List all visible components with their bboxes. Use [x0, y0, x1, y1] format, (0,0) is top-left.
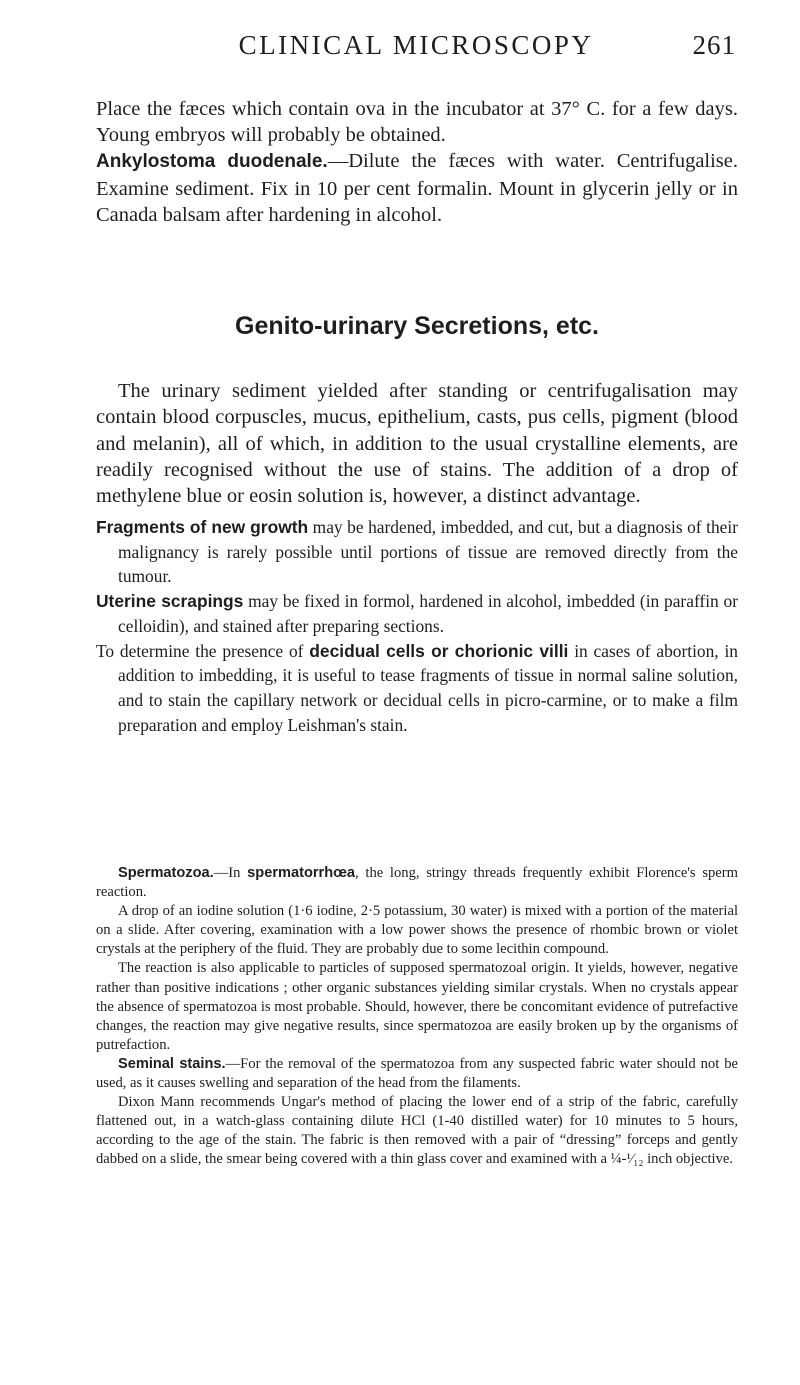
entry-uterine-scrapings: [96, 589, 738, 638]
intro-block: [96, 96, 738, 228]
dixon-paragraph: Dixon Mann recommends Ungar's method of placing the lower end of a strip of the fabric, carefully flattened out, in a watch-glass containing dilute HCl (1-40 distilled water) for 10 minutes to 5 hours, according to the age of the stain. The fabric is then removed with a pair of “dressing” forceps and gently dabbed on a slide, the smear being covered with a thin glass cover and examined with a ¼-¹⁄₁₂ inch objective.: [96, 1094, 738, 1168]
iodine-paragraph: A drop of an iodine solution (1·6 iodine, 2·5 potassium, 30 water) is mixed with a portion of the material on a slide. After covering, examination with a low power shows the presence of rhombic brown or violet crystals at the periphery of the fluid. They are probably due to some lecithin compound.: [96, 903, 738, 958]
spermatorrhoea-label: spermatorrhœa: [247, 865, 356, 881]
seminal-paragraph: [96, 1055, 738, 1093]
decidual-post: in cases of abortion, in addition to imbedding, it is useful to tease fragments of tissue in normal saline solution, and to stain the capillary network or decidual cells in picro-carmine, or to make a film preparation and employ Leishman's stain.: [118, 640, 738, 735]
entry-text: may be fixed in formol, hardened in alcohol, imbedded (in paraffin or celloidin), and stained after preparing sections.: [118, 591, 739, 636]
page-number: 261: [692, 30, 736, 60]
ankylostoma-text: —Dilute the fæces with water. Centrifugalise. Examine sediment. Fix in 10 per cent formalin. Mount in glycerin jelly or in Canada balsam after hardening in alcohol.: [96, 150, 739, 226]
entry-new-growth: [96, 515, 738, 589]
urinary-paragraph-block: [96, 378, 738, 509]
spermatozoa-dash: —In: [213, 865, 248, 881]
spermatozoa-paragraph: [96, 864, 738, 902]
running-head: [96, 30, 736, 70]
seminal-text: —For the removal of the spermatozoa from any suspected fabric water should not be used, as it causes swelling and separation of the head from the filaments.: [96, 1055, 739, 1092]
decidual-pre: To determine the presence of: [96, 640, 310, 661]
decidual-label: decidual cells or chorionic villi: [309, 640, 569, 661]
spermatozoa-text: , the long, stringy threads frequently exhibit Florence's sperm reaction.: [96, 865, 738, 901]
incubator-text: Place the fæces which contain ova in the incubator at 37° C. for a few days. Young embryos will probably be obtained.: [96, 98, 738, 147]
entries-list: [96, 515, 738, 737]
section-heading: Genito-urinary Secretions, etc.: [235, 312, 599, 340]
entry-text: may be hardened, imbedded, and cut, but a diagnosis of their malignancy is rarely possible until portions of tissue are removed directly from the tumour.: [118, 517, 738, 587]
urinary-paragraph: The urinary sediment yielded after standing or centrifugalisation may contain blood corpuscles, mucus, epithelium, casts, pus cells, pigment (blood and melanin), all of which, in addition to the usual crystalline elements, are readily recognised without the use of stains. The addition of a drop of methylene blue or eosin solution is, however, a distinct advantage.: [96, 380, 738, 508]
ankylostoma-label: Ankylostoma duodenale.: [96, 151, 328, 173]
reaction-paragraph: The reaction is also applicable to particles of supposed spermatozoal origin. It yields, however, negative rather than positive indications ; other organic substances yielding similar crystals. When no crystals appear the absence of spermatozoa is most probable. Should, however, there be concomitant evidence of putrefactive changes, the reaction may give negative results, since spermatozoa are easily broken up by the organisms of putrefaction.: [96, 960, 738, 1053]
spermatozoa-label: Spermatozoa.: [118, 865, 214, 881]
running-title: CLINICAL MICROSCOPY: [238, 30, 594, 60]
seminal-label: Seminal stains.: [118, 1055, 226, 1072]
entry-decidual: [96, 639, 738, 738]
small-print-block: [96, 864, 738, 1170]
entry-label: Uterine scrapings: [96, 591, 244, 612]
entry-label: Fragments of new growth: [96, 517, 309, 537]
intro-paragraph: [96, 96, 738, 228]
